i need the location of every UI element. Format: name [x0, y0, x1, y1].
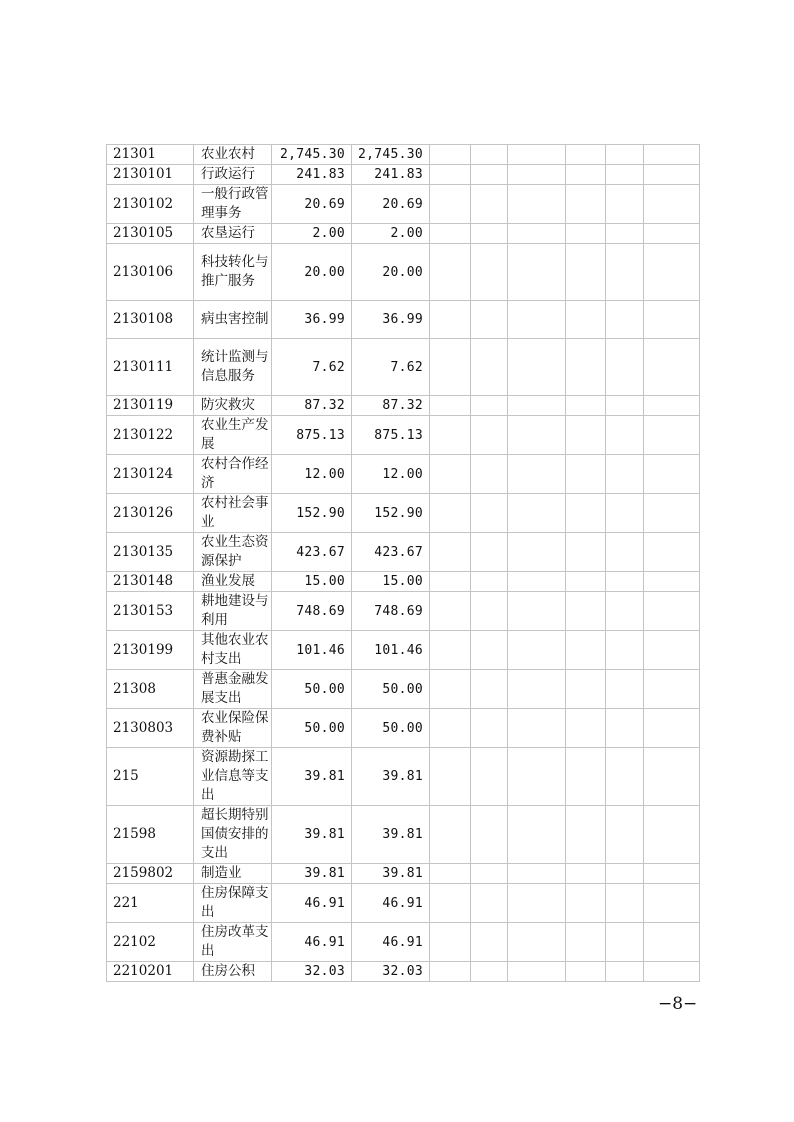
empty-cell	[566, 592, 606, 631]
empty-cell	[430, 709, 471, 748]
account-name-cell: 耕地建设与利用	[194, 592, 272, 631]
empty-cell	[471, 185, 508, 224]
account-code-cell: 2130108	[107, 301, 194, 339]
empty-cell	[606, 244, 644, 301]
amount-cell: 50.00	[272, 709, 352, 748]
empty-cell	[644, 244, 700, 301]
empty-cell	[644, 533, 700, 572]
empty-cell	[430, 455, 471, 494]
account-code-cell: 21598	[107, 806, 194, 864]
table-row	[107, 396, 700, 416]
empty-cell	[644, 572, 700, 592]
empty-cell	[508, 244, 566, 301]
amount-cell: 2,745.30	[272, 145, 352, 165]
amount-cell: 875.13	[352, 416, 430, 455]
empty-cell	[606, 224, 644, 244]
account-name-cell: 农业生产发展	[194, 416, 272, 455]
empty-cell	[471, 494, 508, 533]
amount-cell: 39.81	[272, 864, 352, 884]
empty-cell	[508, 301, 566, 339]
account-code-cell: 2159802	[107, 864, 194, 884]
page-number: −8−	[658, 994, 698, 1014]
empty-cell	[644, 709, 700, 748]
account-code-cell: 2130119	[107, 396, 194, 416]
account-code-cell: 21308	[107, 670, 194, 709]
empty-cell	[606, 145, 644, 165]
empty-cell	[566, 572, 606, 592]
budget-expenditure-table	[106, 144, 700, 982]
empty-cell	[430, 396, 471, 416]
empty-cell	[566, 709, 606, 748]
amount-cell: 15.00	[352, 572, 430, 592]
empty-cell	[606, 533, 644, 572]
empty-cell	[644, 455, 700, 494]
empty-cell	[508, 670, 566, 709]
amount-cell: 2.00	[272, 224, 352, 244]
table-row	[107, 301, 700, 339]
table-row	[107, 416, 700, 455]
table-row	[107, 244, 700, 301]
amount-cell: 101.46	[352, 631, 430, 670]
amount-cell: 32.03	[272, 962, 352, 982]
empty-cell	[508, 396, 566, 416]
empty-cell	[430, 864, 471, 884]
account-code-cell: 2130126	[107, 494, 194, 533]
empty-cell	[430, 145, 471, 165]
empty-cell	[606, 923, 644, 962]
empty-cell	[430, 301, 471, 339]
empty-cell	[508, 864, 566, 884]
amount-cell: 39.81	[352, 806, 430, 864]
empty-cell	[508, 962, 566, 982]
empty-cell	[566, 631, 606, 670]
empty-cell	[566, 884, 606, 923]
account-name-cell: 超长期特别国债安排的支出	[194, 806, 272, 864]
empty-cell	[606, 165, 644, 185]
empty-cell	[508, 224, 566, 244]
account-name-cell: 农垦运行	[194, 224, 272, 244]
amount-cell: 39.81	[352, 748, 430, 806]
account-code-cell: 2210201	[107, 962, 194, 982]
account-code-cell: 215	[107, 748, 194, 806]
empty-cell	[644, 923, 700, 962]
amount-cell: 50.00	[352, 709, 430, 748]
empty-cell	[606, 884, 644, 923]
empty-cell	[566, 455, 606, 494]
empty-cell	[508, 923, 566, 962]
empty-cell	[508, 416, 566, 455]
account-name-cell: 住房保障支出	[194, 884, 272, 923]
amount-cell: 50.00	[352, 670, 430, 709]
empty-cell	[430, 631, 471, 670]
account-code-cell: 22102	[107, 923, 194, 962]
empty-cell	[606, 748, 644, 806]
empty-cell	[566, 416, 606, 455]
table-row	[107, 962, 700, 982]
empty-cell	[471, 748, 508, 806]
empty-cell	[471, 145, 508, 165]
empty-cell	[471, 301, 508, 339]
empty-cell	[606, 806, 644, 864]
empty-cell	[471, 884, 508, 923]
empty-cell	[508, 339, 566, 396]
empty-cell	[566, 396, 606, 416]
account-name-cell: 农业农村	[194, 145, 272, 165]
empty-cell	[430, 224, 471, 244]
empty-cell	[430, 244, 471, 301]
empty-cell	[508, 455, 566, 494]
empty-cell	[430, 806, 471, 864]
empty-cell	[566, 962, 606, 982]
empty-cell	[471, 455, 508, 494]
empty-cell	[606, 185, 644, 224]
table-row	[107, 494, 700, 533]
empty-cell	[644, 339, 700, 396]
empty-cell	[606, 572, 644, 592]
empty-cell	[508, 592, 566, 631]
amount-cell: 46.91	[352, 923, 430, 962]
empty-cell	[606, 494, 644, 533]
amount-cell: 46.91	[272, 923, 352, 962]
amount-cell: 20.69	[272, 185, 352, 224]
empty-cell	[606, 339, 644, 396]
account-name-cell: 住房改革支出	[194, 923, 272, 962]
empty-cell	[430, 185, 471, 224]
empty-cell	[471, 709, 508, 748]
empty-cell	[566, 224, 606, 244]
account-code-cell: 21301	[107, 145, 194, 165]
empty-cell	[430, 165, 471, 185]
table-row	[107, 670, 700, 709]
amount-cell: 2,745.30	[352, 145, 430, 165]
empty-cell	[430, 533, 471, 572]
empty-cell	[471, 572, 508, 592]
amount-cell: 7.62	[352, 339, 430, 396]
empty-cell	[471, 631, 508, 670]
empty-cell	[644, 592, 700, 631]
empty-cell	[566, 145, 606, 165]
empty-cell	[644, 884, 700, 923]
empty-cell	[606, 864, 644, 884]
empty-cell	[644, 185, 700, 224]
account-code-cell: 2130803	[107, 709, 194, 748]
empty-cell	[566, 165, 606, 185]
empty-cell	[566, 301, 606, 339]
amount-cell: 241.83	[352, 165, 430, 185]
account-code-cell: 2130199	[107, 631, 194, 670]
account-code-cell: 2130106	[107, 244, 194, 301]
account-code-cell: 2130124	[107, 455, 194, 494]
account-name-cell: 农村社会事业	[194, 494, 272, 533]
account-code-cell: 2130135	[107, 533, 194, 572]
account-code-cell: 221	[107, 884, 194, 923]
amount-cell: 39.81	[272, 748, 352, 806]
empty-cell	[508, 165, 566, 185]
amount-cell: 423.67	[272, 533, 352, 572]
empty-cell	[508, 806, 566, 864]
amount-cell: 46.91	[352, 884, 430, 923]
empty-cell	[508, 185, 566, 224]
amount-cell: 748.69	[352, 592, 430, 631]
table-row	[107, 572, 700, 592]
empty-cell	[430, 748, 471, 806]
empty-cell	[566, 185, 606, 224]
empty-cell	[430, 962, 471, 982]
empty-cell	[644, 864, 700, 884]
empty-cell	[471, 670, 508, 709]
empty-cell	[606, 396, 644, 416]
account-code-cell: 2130102	[107, 185, 194, 224]
empty-cell	[430, 592, 471, 631]
empty-cell	[566, 339, 606, 396]
account-name-cell: 统计监测与信息服务	[194, 339, 272, 396]
amount-cell: 39.81	[272, 806, 352, 864]
amount-cell: 12.00	[352, 455, 430, 494]
account-code-cell: 2130111	[107, 339, 194, 396]
empty-cell	[644, 145, 700, 165]
empty-cell	[566, 533, 606, 572]
empty-cell	[430, 416, 471, 455]
table-row	[107, 339, 700, 396]
account-code-cell: 2130101	[107, 165, 194, 185]
empty-cell	[566, 748, 606, 806]
empty-cell	[644, 396, 700, 416]
table-row	[107, 185, 700, 224]
table-row	[107, 165, 700, 185]
amount-cell: 241.83	[272, 165, 352, 185]
empty-cell	[471, 864, 508, 884]
amount-cell: 32.03	[352, 962, 430, 982]
empty-cell	[508, 631, 566, 670]
empty-cell	[566, 923, 606, 962]
empty-cell	[644, 224, 700, 244]
empty-cell	[566, 670, 606, 709]
amount-cell: 20.00	[272, 244, 352, 301]
amount-cell: 7.62	[272, 339, 352, 396]
table-row	[107, 455, 700, 494]
account-name-cell: 农业保险保费补贴	[194, 709, 272, 748]
empty-cell	[566, 864, 606, 884]
empty-cell	[471, 396, 508, 416]
amount-cell: 20.69	[352, 185, 430, 224]
empty-cell	[430, 572, 471, 592]
account-name-cell: 资源勘探工业信息等支出	[194, 748, 272, 806]
empty-cell	[644, 748, 700, 806]
empty-cell	[471, 224, 508, 244]
empty-cell	[508, 709, 566, 748]
account-name-cell: 其他农业农村支出	[194, 631, 272, 670]
empty-cell	[471, 533, 508, 572]
amount-cell: 39.81	[352, 864, 430, 884]
table-row	[107, 709, 700, 748]
table-row	[107, 631, 700, 670]
empty-cell	[644, 962, 700, 982]
table-row	[107, 224, 700, 244]
account-code-cell: 2130122	[107, 416, 194, 455]
empty-cell	[606, 709, 644, 748]
table-body	[107, 145, 700, 982]
empty-cell	[430, 884, 471, 923]
empty-cell	[471, 416, 508, 455]
empty-cell	[471, 806, 508, 864]
empty-cell	[508, 494, 566, 533]
empty-cell	[508, 145, 566, 165]
empty-cell	[508, 572, 566, 592]
amount-cell: 20.00	[352, 244, 430, 301]
account-name-cell: 科技转化与推广服务	[194, 244, 272, 301]
account-name-cell: 一般行政管理事务	[194, 185, 272, 224]
table-row	[107, 592, 700, 631]
amount-cell: 12.00	[272, 455, 352, 494]
amount-cell: 875.13	[272, 416, 352, 455]
empty-cell	[606, 416, 644, 455]
empty-cell	[606, 301, 644, 339]
table-row	[107, 533, 700, 572]
table-row	[107, 748, 700, 806]
table-row	[107, 864, 700, 884]
amount-cell: 748.69	[272, 592, 352, 631]
amount-cell: 36.99	[352, 301, 430, 339]
account-code-cell: 2130153	[107, 592, 194, 631]
empty-cell	[606, 455, 644, 494]
empty-cell	[471, 244, 508, 301]
empty-cell	[471, 962, 508, 982]
empty-cell	[430, 923, 471, 962]
empty-cell	[606, 631, 644, 670]
account-name-cell: 制造业	[194, 864, 272, 884]
empty-cell	[644, 301, 700, 339]
empty-cell	[606, 670, 644, 709]
empty-cell	[566, 494, 606, 533]
account-name-cell: 行政运行	[194, 165, 272, 185]
empty-cell	[508, 533, 566, 572]
empty-cell	[644, 806, 700, 864]
empty-cell	[430, 670, 471, 709]
account-code-cell: 2130148	[107, 572, 194, 592]
table-row	[107, 923, 700, 962]
empty-cell	[644, 165, 700, 185]
empty-cell	[430, 494, 471, 533]
account-name-cell: 普惠金融发展支出	[194, 670, 272, 709]
amount-cell: 15.00	[272, 572, 352, 592]
empty-cell	[430, 339, 471, 396]
empty-cell	[644, 494, 700, 533]
account-name-cell: 农村合作经济	[194, 455, 272, 494]
empty-cell	[566, 806, 606, 864]
amount-cell: 50.00	[272, 670, 352, 709]
amount-cell: 101.46	[272, 631, 352, 670]
empty-cell	[471, 339, 508, 396]
amount-cell: 152.90	[352, 494, 430, 533]
account-name-cell: 住房公积	[194, 962, 272, 982]
account-name-cell: 农业生态资源保护	[194, 533, 272, 572]
account-name-cell: 渔业发展	[194, 572, 272, 592]
empty-cell	[606, 592, 644, 631]
amount-cell: 2.00	[352, 224, 430, 244]
amount-cell: 423.67	[352, 533, 430, 572]
account-name-cell: 防灾救灾	[194, 396, 272, 416]
empty-cell	[471, 592, 508, 631]
empty-cell	[644, 631, 700, 670]
amount-cell: 152.90	[272, 494, 352, 533]
amount-cell: 46.91	[272, 884, 352, 923]
empty-cell	[508, 884, 566, 923]
empty-cell	[644, 670, 700, 709]
empty-cell	[606, 962, 644, 982]
account-code-cell: 2130105	[107, 224, 194, 244]
amount-cell: 36.99	[272, 301, 352, 339]
table-row	[107, 145, 700, 165]
account-name-cell: 病虫害控制	[194, 301, 272, 339]
amount-cell: 87.32	[352, 396, 430, 416]
empty-cell	[566, 244, 606, 301]
empty-cell	[471, 923, 508, 962]
empty-cell	[471, 165, 508, 185]
table-row	[107, 884, 700, 923]
empty-cell	[644, 416, 700, 455]
table-row	[107, 806, 700, 864]
amount-cell: 87.32	[272, 396, 352, 416]
empty-cell	[508, 748, 566, 806]
